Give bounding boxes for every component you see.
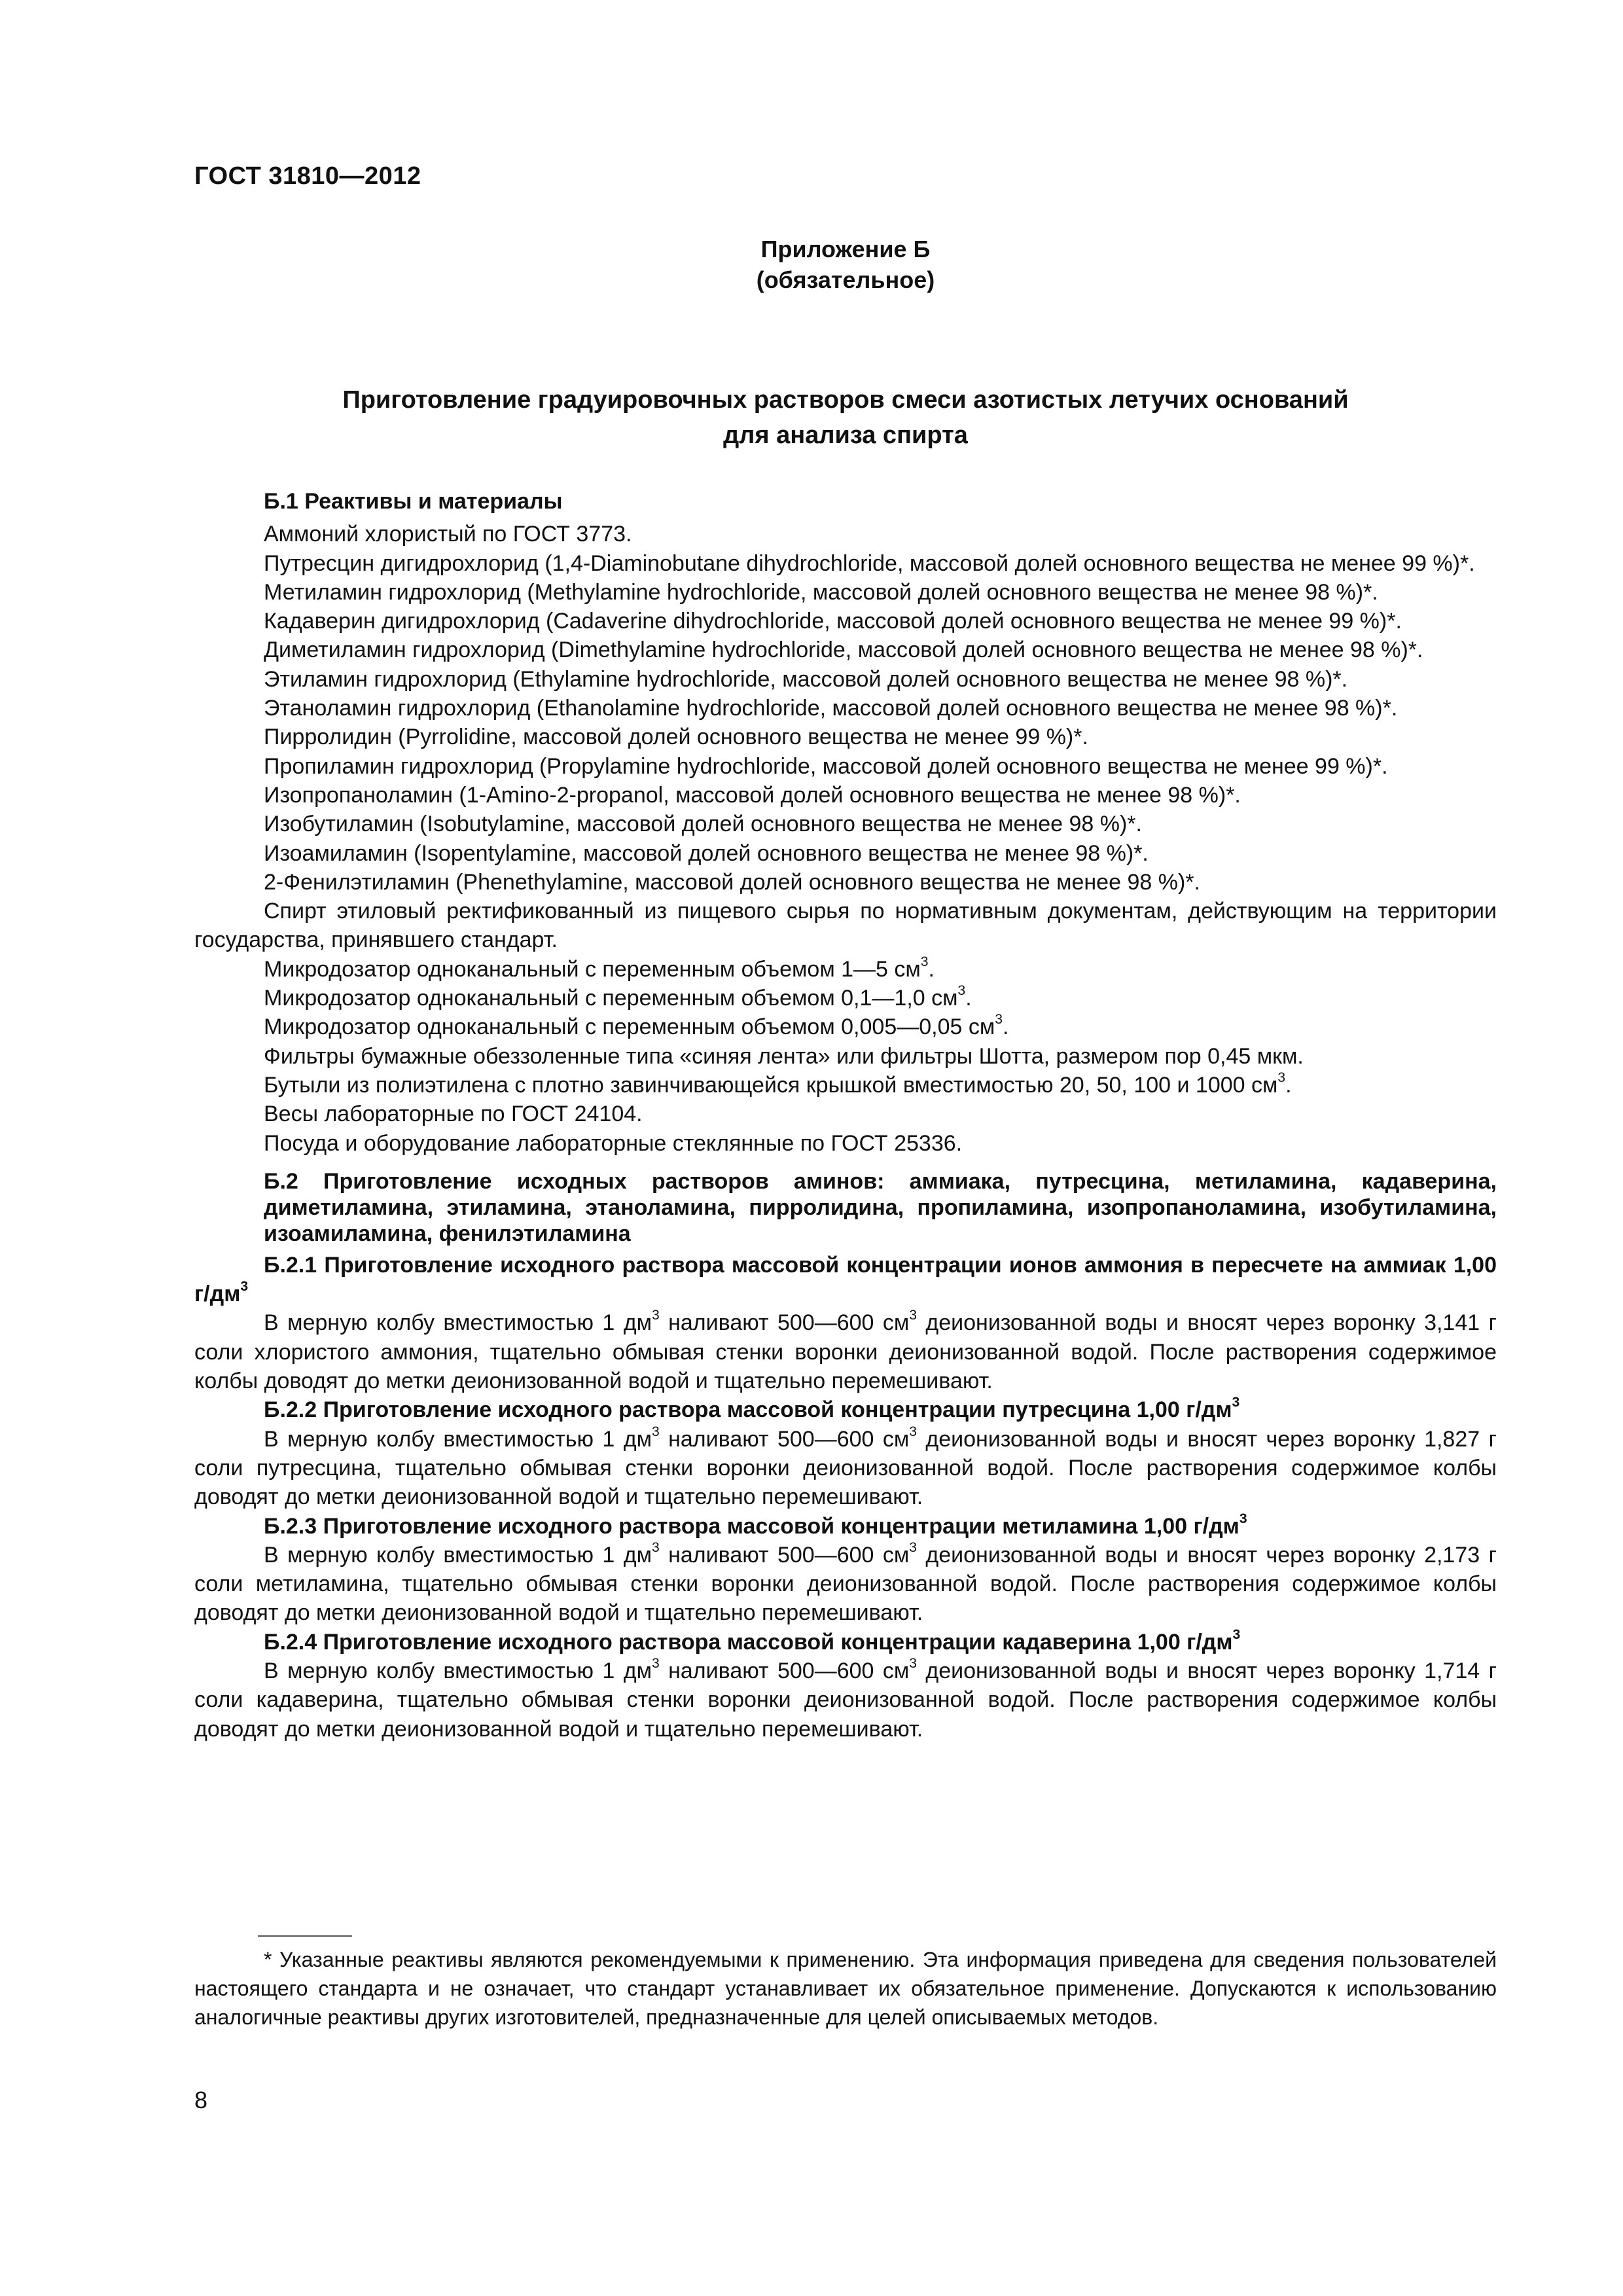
- reagent-item: Диметиламин гидрохлорид (Dimethylamine hydrochloride, массовой долей основного вещества не менее 98 %)*.: [264, 637, 1423, 663]
- equipment-text: Бутыли из полиэтилена с плотно завинчивающейся крышкой вместимостью 20, 50, 100 и 1000 см: [264, 1072, 1278, 1098]
- reagent-item: Кадаверин дигидрохлорид (Cadaverine dihydrochloride, массовой долей основного вещества не менее 99 %)*.: [264, 609, 1402, 634]
- subsection-heading-text: Б.2.3 Приготовление исходного раствора массовой концентрации метиламина 1,00 г/дм: [264, 1513, 1240, 1539]
- superscript: 3: [909, 1656, 917, 1672]
- subsection-heading-text: Б.2.4 Приготовление исходного раствора массовой концентрации кадаверина 1,00 г/дм: [264, 1629, 1233, 1655]
- procedure-paragraph: [194, 1541, 1497, 1628]
- punctuation: .: [1285, 1072, 1292, 1098]
- equipment-item: Весы лабораторные по ГОСТ 24104.: [264, 1102, 643, 1127]
- reagent-item: Изопропаноламин (1-Amino-2-propanol, массовой долей основного вещества не менее 98 %)*.: [264, 782, 1241, 808]
- appendix-status: (обязательное): [756, 266, 935, 293]
- reagent-item: Изоамиламин (Isopentylamine, массовой долей основного вещества не менее 98 %)*.: [264, 840, 1149, 866]
- paragraph-text: В мерную колбу вместимостью 1 дм: [264, 1542, 652, 1568]
- procedure-paragraph: [194, 1308, 1497, 1395]
- superscript: 3: [651, 1424, 660, 1439]
- superscript: 3: [909, 1540, 917, 1555]
- paragraph-text: деионизованной воды и вносят через воронку 3,141 г соли хлористого аммония, тщательно обмывая стенки воронки деионизованной водой. После растворения содержимое колбы доводят до метки деионизованной водой и тщательно перемешивают.: [194, 1310, 1497, 1394]
- reagent-item: Путресцин дигидрохлорид (1,4-Diaminobutane dihydrochloride, массовой долей основного вещества не менее 99 %)*.: [264, 550, 1475, 576]
- equipment-text: Микродозатор одноканальный с переменным объемом 0,1—1,0 см: [264, 986, 958, 1011]
- superscript: 3: [909, 1308, 917, 1323]
- equipment-text: Микродозатор одноканальный с переменным объемом 1—5 см: [264, 956, 921, 982]
- appendix-title-line-1: Приготовление градуировочных растворов смеси азотистых летучих оснований: [342, 386, 1349, 414]
- superscript: 3: [920, 954, 929, 969]
- superscript: 3: [995, 1012, 1003, 1028]
- subsection-heading: [194, 1628, 1497, 1657]
- footnote: * Указанные реактивы являются рекомендуемыми к применению. Эта информация приведена для сведения пользователей настоящего стандарта и не означает, что стандарт устанавливает их обязательное применение. Допускаются к использованию аналогичные реактивы других изготовителей, предназначенные для целей описываемых методов.: [194, 1948, 1497, 2029]
- superscript: 3: [1232, 1395, 1240, 1410]
- subsection-heading: [194, 1512, 1497, 1541]
- document-id: ГОСТ 31810—2012: [194, 162, 421, 190]
- subsection-heading: [194, 1251, 1497, 1309]
- superscript: 3: [651, 1540, 660, 1555]
- subsection-heading-text: Б.2.1 Приготовление исходного раствора массовой концентрации ионов аммония в пересчете на аммиак 1,00 г/дм: [194, 1252, 1497, 1307]
- equipment-item: Посуда и оборудование лабораторные стеклянные по ГОСТ 25336.: [264, 1130, 963, 1156]
- superscript: 3: [957, 983, 966, 999]
- equipment-item: [194, 1071, 1497, 1100]
- paragraph-text: наливают 500—600 см: [659, 1426, 910, 1452]
- superscript: 3: [651, 1308, 660, 1323]
- subsection-heading-text: Б.2.2 Приготовление исходного раствора массовой концентрации путресцина 1,00 г/дм: [264, 1397, 1232, 1423]
- paragraph-text: деионизованной воды и вносят через воронку 2,173 г соли метиламина, тщательно обмывая стенки воронки деионизованной водой. После растворения содержимое колбы доводят до метки деионизованной водой и тщательно перемешивают.: [194, 1542, 1497, 1626]
- reagent-item: Пирролидин (Pyrrolidine, массовой долей основного вещества не менее 99 %)*.: [264, 725, 1088, 750]
- equipment-item: [194, 984, 1497, 1013]
- paragraph-text: В мерную колбу вместимостью 1 дм: [264, 1658, 652, 1683]
- superscript: 3: [651, 1656, 660, 1672]
- document-body: [194, 484, 1497, 1744]
- superscript: 3: [1277, 1070, 1286, 1086]
- paragraph-text: деионизованной воды и вносят через воронку 1,714 г соли кадаверина, тщательно обмывая стенки воронки деионизованной водой. После растворения содержимое колбы доводят до метки деионизованной водой и тщательно перемешивают.: [194, 1658, 1497, 1742]
- subsection-heading: [194, 1395, 1497, 1424]
- equipment-item: Фильтры бумажные обеззоленные типа «синяя лента» или фильтры Шотта, размером пор 0,45 мкм.: [264, 1043, 1304, 1069]
- superscript: 3: [909, 1424, 917, 1439]
- equipment-item: [194, 955, 1497, 984]
- section-b2-heading: Б.2 Приготовление исходных растворов аминов: аммиака, путресцина, метиламина, кадаверина, диметиламина, этиламина, этаноламина, пирролидина, пропиламина, изопропаноламина, изобутиламина, изоамиламина, фенилэтиламина: [264, 1168, 1497, 1246]
- appendix-title-line-2: для анализа спирта: [723, 422, 968, 449]
- paragraph-text: деионизованной воды и вносят через воронку 1,827 г соли путресцина, тщательно обмывая стенки воронки деионизованной водой. После растворения содержимое колбы доводят до метки деионизованной водой и тщательно перемешивают.: [194, 1426, 1497, 1510]
- superscript: 3: [1232, 1626, 1241, 1642]
- reagent-item: Пропиламин гидрохлорид (Propylamine hydrochloride, массовой долей основного вещества не менее 99 %)*.: [264, 753, 1388, 779]
- reagent-item: 2-Фенилэтиламин (Phenethylamine, массовой долей основного вещества не менее 98 %)*.: [264, 869, 1200, 895]
- reagent-item: Метиламин гидрохлорид (Methylamine hydrochloride, массовой долей основного вещества не менее 98 %)*.: [264, 579, 1378, 605]
- punctuation: .: [965, 986, 972, 1011]
- procedure-paragraph: [194, 1425, 1497, 1512]
- page-number: 8: [194, 2087, 208, 2113]
- section-b1-heading: Б.1 Реактивы и материалы: [264, 489, 563, 514]
- superscript: 3: [240, 1279, 249, 1295]
- equipment-item: [194, 1013, 1497, 1041]
- reagent-item: Этиламин гидрохлорид (Ethylamine hydrochloride, массовой долей основного вещества не менее 98 %)*.: [264, 666, 1348, 692]
- footnote-divider: [258, 1935, 352, 1937]
- paragraph-text: наливают 500—600 см: [659, 1658, 910, 1683]
- procedure-paragraph: [194, 1657, 1497, 1744]
- paragraph-text: наливают 500—600 см: [659, 1310, 910, 1336]
- superscript: 3: [1239, 1511, 1247, 1526]
- reagent-item: Этаноламин гидрохлорид (Ethanolamine hydrochloride, массовой долей основного вещества не менее 98 %)*.: [264, 696, 1398, 721]
- paragraph-text: В мерную колбу вместимостью 1 дм: [264, 1310, 652, 1336]
- paragraph-text: В мерную колбу вместимостью 1 дм: [264, 1426, 652, 1452]
- reagent-item: Аммоний хлористый по ГОСТ 3773.: [264, 522, 632, 547]
- reagent-item: Спирт этиловый ректификованный из пищевого сырья по нормативным документам, действующим на территории государства, принявшего стандарт.: [194, 899, 1497, 953]
- reagent-item: Изобутиламин (Isobutylamine, массовой долей основного вещества не менее 98 %)*.: [264, 812, 1142, 837]
- appendix-label: Приложение Б: [760, 236, 931, 262]
- punctuation: .: [928, 956, 935, 982]
- paragraph-text: наливают 500—600 см: [659, 1542, 910, 1568]
- equipment-text: Микродозатор одноканальный с переменным объемом 0,005—0,05 см: [264, 1014, 995, 1040]
- punctuation: .: [1002, 1014, 1009, 1040]
